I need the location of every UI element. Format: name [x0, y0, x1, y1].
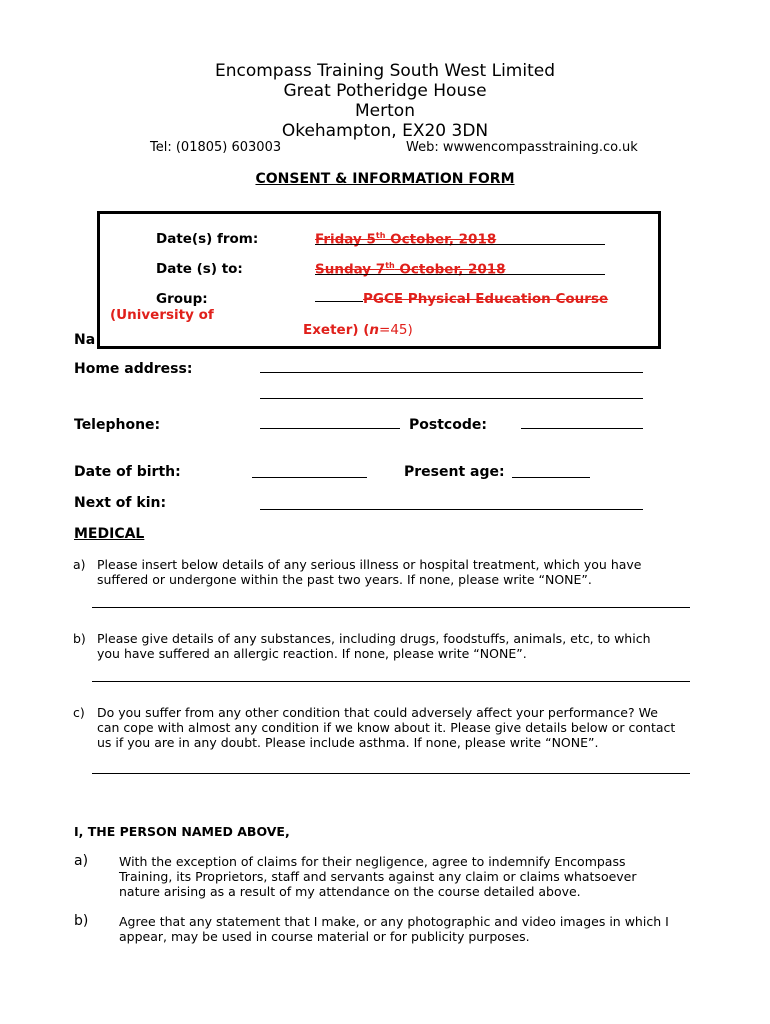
- group-value: PGCE Physical Education Course: [363, 291, 609, 307]
- question-c-letter: c): [73, 705, 85, 720]
- date-to-line: [315, 274, 605, 275]
- home-address-label: Home address:: [74, 361, 193, 377]
- company-telephone: Tel: (01805) 603003: [150, 140, 282, 155]
- company-address-line-2: Merton: [355, 101, 415, 121]
- telephone-line[interactable]: [260, 428, 400, 429]
- group-value-continued-1: (University of: [110, 307, 214, 323]
- question-c-line-3: us if you are in any doubt. Please include asthma. If none, please write “NONE”.: [97, 735, 599, 750]
- declaration-a-line-2: Training, its Proprietors, staff and servants against any claim or claims whatsoever: [119, 869, 637, 884]
- question-c-line-1: Do you suffer from any other condition that could adversely affect your performance? We: [97, 705, 658, 720]
- group-label: Group:: [156, 291, 208, 307]
- question-c-line-2: can cope with almost any condition if we know about it. Please give details below or contact: [97, 720, 676, 735]
- declaration-a-line-1: With the exception of claims for their negligence, agree to indemnify Encompass: [119, 854, 626, 869]
- group-line: [315, 301, 363, 302]
- dob-line[interactable]: [252, 477, 367, 478]
- date-from-value: Friday 5th October, 2018: [315, 231, 497, 248]
- company-name: Encompass Training South West Limited: [214, 61, 556, 81]
- telephone-label: Telephone:: [74, 417, 161, 433]
- date-to-value: Sunday 7th October, 2018: [315, 261, 506, 278]
- medical-heading: MEDICAL: [74, 526, 145, 542]
- declaration-b-line-1: Agree that any statement that I make, or any photographic and video images in which I: [119, 914, 669, 929]
- date-from-label: Date(s) from:: [156, 231, 259, 247]
- date-from-line: [315, 244, 605, 245]
- group-value-continued-2: Exeter) (n=45): [303, 322, 413, 338]
- company-website: Web: wwwencompasstraining.co.uk: [406, 140, 638, 155]
- date-to-label: Date (s) to:: [156, 261, 243, 277]
- question-b-line-2: you have suffered an allergic reaction. If none, please write “NONE”.: [97, 646, 527, 661]
- question-a-line-1: Please insert below details of any serious illness or hospital treatment, which you have: [97, 557, 642, 572]
- home-address-line-2[interactable]: [260, 398, 643, 399]
- declaration-heading: I, THE PERSON NAMED ABOVE,: [74, 824, 290, 839]
- declaration-b-letter: b): [74, 913, 89, 929]
- name-label: Na: [74, 332, 96, 348]
- declaration-a-line-3: nature arising as a result of my attendance on the course detailed above.: [119, 884, 581, 899]
- postcode-line[interactable]: [521, 428, 643, 429]
- next-of-kin-label: Next of kin:: [74, 495, 167, 511]
- postcode-label: Postcode:: [409, 417, 487, 433]
- next-of-kin-line[interactable]: [260, 509, 643, 510]
- dob-label: Date of birth:: [74, 464, 181, 480]
- question-a-answer-line[interactable]: [92, 607, 690, 608]
- question-a-line-2: suffered or undergone within the past two years. If none, please write “NONE”.: [97, 572, 592, 587]
- course-details-box: [97, 211, 661, 349]
- company-address-line-1: Great Potheridge House: [283, 81, 487, 101]
- question-b-letter: b): [73, 631, 86, 646]
- question-c-answer-line[interactable]: [92, 773, 690, 774]
- declaration-b-line-2: appear, may be used in course material or for publicity purposes.: [119, 929, 530, 944]
- company-address-line-3: Okehampton, EX20 3DN: [281, 121, 489, 141]
- declaration-a-letter: a): [74, 853, 89, 869]
- present-age-label: Present age:: [404, 464, 505, 480]
- question-b-answer-line[interactable]: [92, 681, 690, 682]
- question-a-letter: a): [73, 557, 86, 572]
- question-b-line-1: Please give details of any substances, including drugs, foodstuffs, animals, etc, to which: [97, 631, 651, 646]
- form-title: CONSENT & INFORMATION FORM: [255, 171, 515, 187]
- home-address-line-1[interactable]: [260, 372, 643, 373]
- present-age-line[interactable]: [512, 477, 590, 478]
